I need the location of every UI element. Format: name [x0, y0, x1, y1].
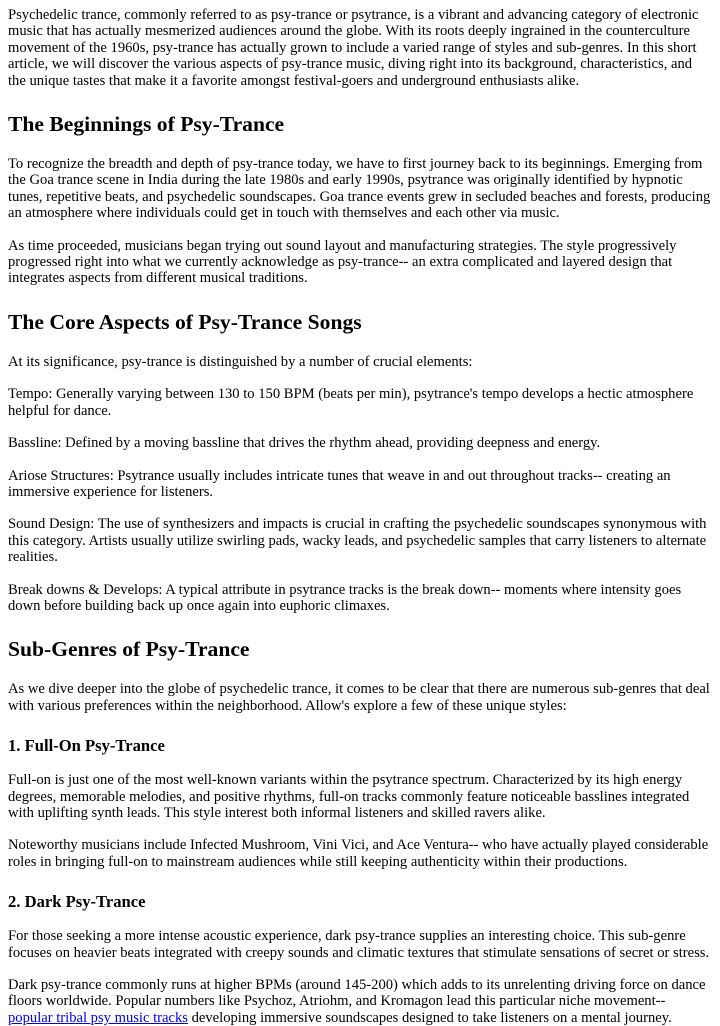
dark-paragraph-2-text-after: developing immersive soundscapes designed to take listeners on a mental journey.: [187, 1009, 672, 1026]
beginnings-paragraph-2: As time proceeded, musicians began trying out sound layout and manufacturing strategies. The style progressively progressed right into what we currently acknowledge as psy-trance-- an extra complicated and layered design that integrates aspects from different musical traditions.: [8, 237, 677, 287]
full-on-paragraph-1: Full-on is just one of the most well-known variants within the psytrance spectrum. Characterized by its high energy degrees, memorable melodies, and positive rhythms, full-on tracks commonly feature noticeable basslines integrated with uplifting synth leads. This style interest both informal listeners and skilled ravers alike.: [8, 772, 690, 821]
section-heading-core-aspects: The Core Aspects of Psy-Trance Songs: [8, 309, 362, 334]
dark-paragraph-2-text-before: Dark psy-trance commonly runs at higher BPMs (around 145-200) which adds to its unrelenting driving force on dance floors worldwide. Popular numbers like Psychoz, Atriohm, and Kromagon lead this particular niche movement--: [8, 977, 706, 1010]
subsection-heading-full-on: 1. Full-On Psy-Trance: [8, 736, 165, 756]
subsection-heading-dark: 2. Dark Psy-Trance: [8, 892, 146, 912]
core-item-melodic-structures: Ariose Structures: Psytrance usually includes intricate tunes that weave in and out throughout tracks-- creating an immersive experience for listeners.: [8, 467, 671, 500]
dark-paragraph-1: For those seeking a more intense acoustic experience, dark psy-trance supplies an interesting choice. This sub-genre focuses on heavier beats integrated with creepy sounds and climatic textures that stimulate sensations of secret or stress.: [8, 928, 710, 961]
tribal-psy-music-link[interactable]: popular tribal psy music tracks: [8, 1009, 188, 1026]
article: [0, 7, 720, 1026]
dark-paragraph-2: [8, 977, 713, 1026]
core-item-sound-design: Sound Design: The use of synthesizers and impacts is crucial in crafting the psychedelic soundscapes synonymous with this category. Artists usually utilize swirling pads, wacky leads, and psychedelic samples that carry listeners to alternate realities.: [8, 516, 707, 566]
core-intro-paragraph: At its significance, psy-trance is distinguished by a number of crucial elements:: [8, 353, 473, 370]
intro-paragraph: Psychedelic trance, commonly referred to as psy-trance or psytrance, is a vibrant and advancing category of electronic music that has actually mesmerized audiences around the globe. With its roots deeply ingrained in the counterculture movement of the 1960s, psy-trance has actually grown to include a varied range of styles and sub-genres. In this short article, we will discover the various aspects of psy-trance music, diving right into its background, characteristics, and the unique tastes that make it a favorite amongst festival-goers and underground enthusiasts alike.: [8, 7, 699, 89]
core-item-tempo: Tempo: Generally varying between 130 to 150 BPM (beats per min), psytrance's tempo develops a hectic atmosphere helpful for dance.: [8, 386, 694, 419]
section-heading-beginnings: The Beginnings of Psy-Trance: [8, 112, 285, 137]
section-heading-sub-genres: Sub-Genres of Psy-Trance: [8, 637, 250, 662]
sub-genres-intro-paragraph: As we dive deeper into the globe of psychedelic trance, it comes to be clear that there are numerous sub-genres that deal with various preferences within the neighborhood. Allow's explore a few of these unique styles:: [8, 681, 710, 714]
full-on-paragraph-2: Noteworthy musicians include Infected Mushroom, Vini Vici, and Ace Ventura-- who have actually played considerable roles in bringing full-on to mainstream audiences while still keeping authenticity within their productions.: [8, 837, 709, 870]
core-item-bassline: Bassline: Defined by a moving bassline that drives the rhythm ahead, providing deepness and energy.: [8, 435, 601, 452]
beginnings-paragraph-1: To recognize the breadth and depth of psy-trance today, we have to first journey back to its beginnings. Emerging from the Goa trance scene in India during the late 1980s and early 1990s, psytrance was originally identified by hypnotic tunes, repetitive beats, and psychedelic soundscapes. Goa trance events grew in secluded beaches and forests, producing an atmosphere where individuals could get in touch with themselves and each other via music.: [8, 156, 711, 222]
core-item-breakdowns: Break downs & Develops: A typical attribute in psytrance tracks is the break down-- moments where intensity goes down before building back up once again into euphoric climaxes.: [8, 581, 682, 614]
